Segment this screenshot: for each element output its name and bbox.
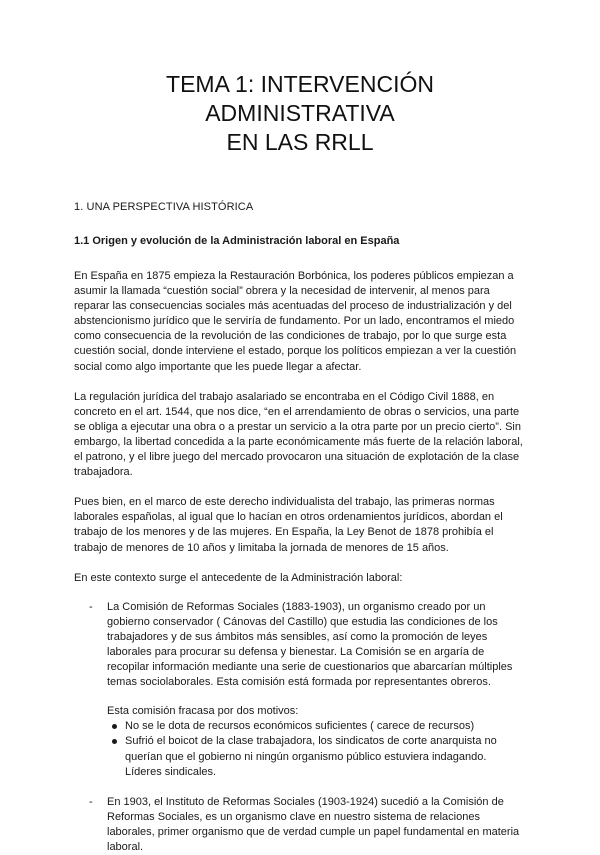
list-item-sublead: Esta comisión fracasa por dos motivos: <box>107 705 299 718</box>
section-heading: 1. UNA PERSPECTIVA HISTÓRICA <box>74 201 254 213</box>
title-line-2: EN LAS RRLL <box>226 129 374 155</box>
dash-marker: - <box>89 795 93 808</box>
list-item <box>74 795 526 855</box>
list-item-text: En 1903, el Instituto de Reformas Sociales (1903-1924) sucedió a la Comisión de Reformas Sociales, es un organismo clave en nuestro sistema de relaciones laborales, primer organismo que de verdad cumple un papel fundamental en materia laboral. <box>107 795 520 853</box>
title-line-1: TEMA 1: INTERVENCIÓN ADMINISTRATIVA <box>166 71 434 126</box>
reasons-list <box>107 719 526 779</box>
antecedents-list <box>74 600 526 855</box>
paragraph: En España en 1875 empieza la Restauración Borbónica, los poderes públicos empiezan a asumir la llamada “cuestión social” obrera y la necesidad de intervenir, al menos para reparar las consecuencias sociales más acentuadas del proceso de industrialización y del abstencionismo jurídico que le serviría de fundamento. Por un lado, encontramos el miedo como consecuencia de la revolución de las condiciones de trabajo, por lo que surge esta cuestión social, donde interviene el estado, porque los políticos empiezan a ver la cuestión social como algo importante que les puede llegar a afectar. <box>74 270 517 373</box>
paragraph: En este contexto surge el antecedente de la Administración laboral: <box>74 571 403 584</box>
paragraph: Pues bien, en el marco de este derecho individualista del trabajo, las primeras normas laborales españolas, al igual que lo hacían en otros ordenamientos jurídicos, abordan el trabajo de los menores y de las mujeres. En España, la Ley Benot de 1878 prohibía el trabajo de menores de 10 años y limitaba la jornada de menores de 15 años. <box>74 496 503 554</box>
list-item <box>74 600 526 780</box>
document-title <box>74 70 526 157</box>
bullet-text: Sufrió el boicot de la clase trabajadora, los sindicatos de corte anarquista no querían que el gobierno ni ningún organismo público estuviera indagando. Líderes sindicales. <box>125 735 497 778</box>
list-item-text: La Comisión de Reformas Sociales (1883-1903), un organismo creado por un gobierno conservador ( Cánovas del Castillo) que estudia las condiciones de los trabajadores y de sus ámbitos más sensibles, así como la promoción de leyes laborales para procurar su defensa y bienestar. La Comisión se en argaría de recopilar información mediante una serie de cuestionarios que abarcarían múltiples temas sociolaborales. Esta comisión está formada por representantes obreros. <box>107 600 513 689</box>
bullet-item <box>107 734 526 779</box>
bullet-text: No se le dota de recursos económicos suficientes ( carece de recursos) <box>125 720 475 733</box>
bullet-icon <box>112 739 117 744</box>
subsection-heading: 1.1 Origen y evolución de la Administración laboral en España <box>74 235 400 247</box>
bullet-icon <box>112 724 117 729</box>
paragraph: La regulación jurídica del trabajo asalariado se encontraba en el Código Civil 1888, en concreto en el art. 1544, que nos dice, “en el arrendamiento de obras o servicios, una parte se obliga a ejecutar una obra o a prestar un servicio a la otra parte por un precio cierto”. Sin embargo, la libertad concedida a la parte económicamente más fuerte de la relación laboral, el patrono, y el libre juego del mercado provocaron una situación de explotación de la clase trabajadora. <box>74 390 523 479</box>
bullet-item <box>107 719 526 734</box>
dash-marker: - <box>89 600 93 613</box>
